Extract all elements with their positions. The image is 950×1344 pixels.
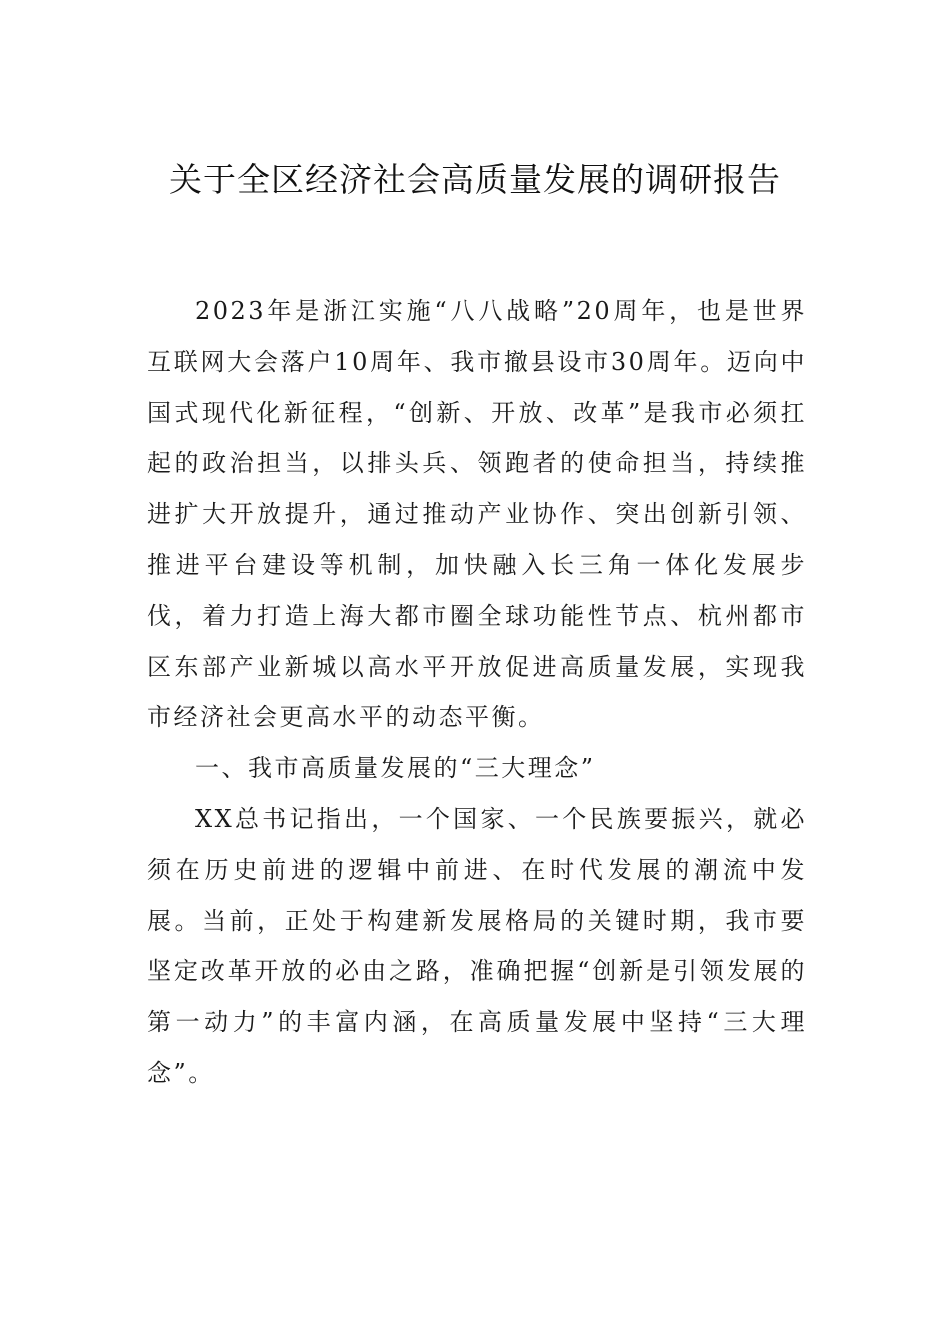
intro-paragraph: 2023年是浙江实施“八八战略”20周年，也是世界互联网大会落户10周年、我市撤县设市30周年。迈向中国式现代化新征程，“创新、开放、改革”是我市必须扛起的政治担当，以排头兵、领跑者的使命担当，持续推进扩大开放提升，通过推动产业协作、突出创新引领、推进平台建设等机制，加快融入长三角一体化发展步伐，着力打造上海大都市圈全球功能性节点、杭州都市区东部产业新城以高水平开放促进高质量发展，实现我市经济社会更高水平的动态平衡。 — [147, 297, 807, 732]
section-heading: 一、我市高质量发展的“三大理念” — [195, 754, 596, 783]
section-paragraph: XX总书记指出，一个国家、一个民族要振兴，就必须在历史前进的逻辑中前进、在时代发展的潮流中发展。当前，正处于构建新发展格局的关键时期，我市要坚定改革开放的必由之路，准确把握“创新是引领发展的第一动力”的丰富内涵，在高质量发展中坚持“三大理念”。 — [147, 804, 807, 1087]
document-title: 关于全区经济社会高质量发展的调研报告 — [169, 160, 781, 199]
document-body — [147, 286, 807, 1099]
